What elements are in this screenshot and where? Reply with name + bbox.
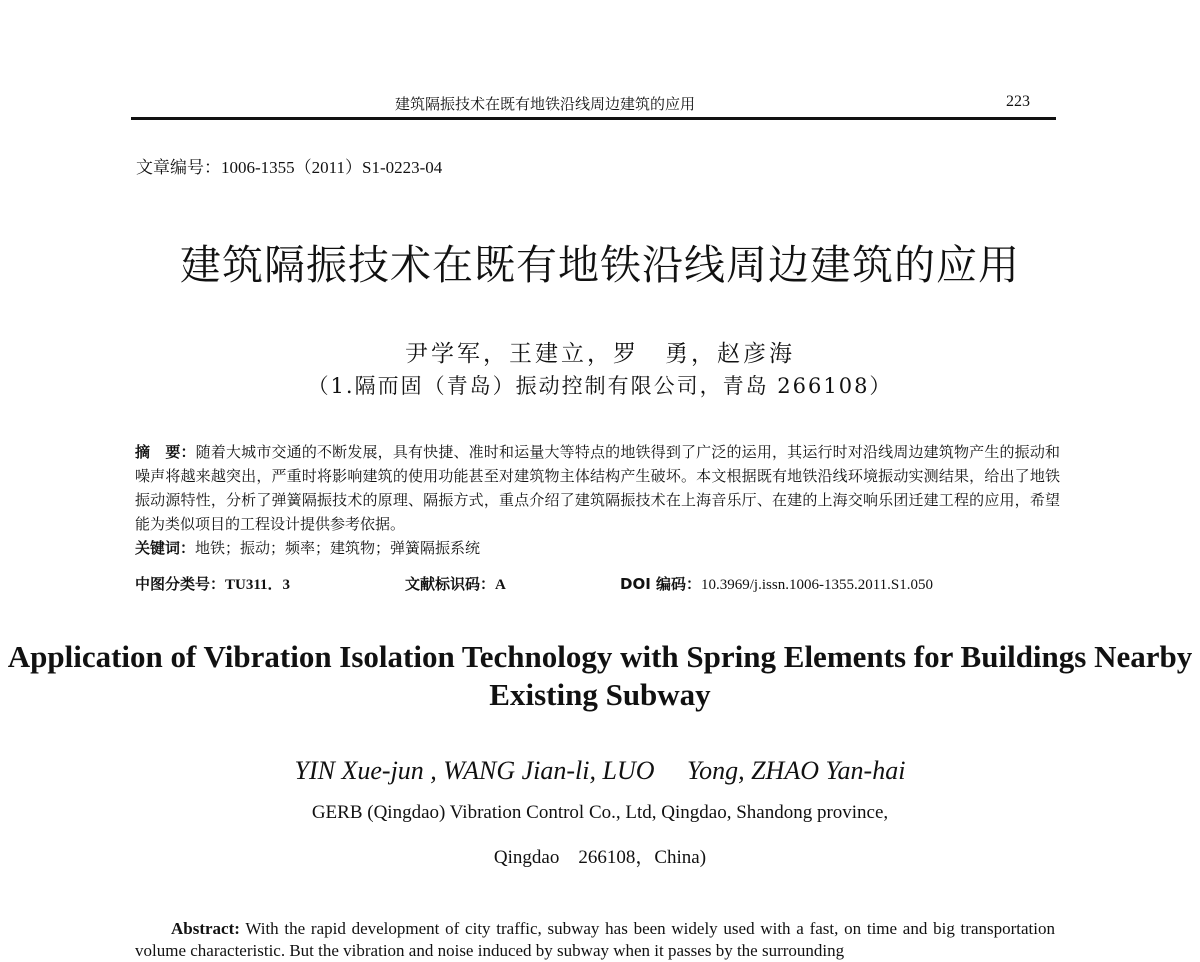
chinese-abstract-block bbox=[135, 440, 1060, 560]
chinese-title: 建筑隔振技术在既有地铁沿线周边建筑的应用 bbox=[180, 241, 1020, 289]
page-number: 223 bbox=[1006, 93, 1030, 110]
english-abstract bbox=[135, 918, 1055, 962]
chinese-abstract-label: 摘 要： bbox=[135, 443, 196, 461]
doi-label: DOI 编码： bbox=[620, 575, 702, 593]
chinese-authors: 尹学军，王建立，罗 勇，赵彦海 bbox=[405, 341, 795, 367]
header-rule bbox=[131, 117, 1056, 120]
clc-label: 中图分类号： bbox=[135, 575, 226, 593]
article-number-value: 1006-1355（2011）S1-0223-04 bbox=[221, 158, 443, 177]
english-abstract-text: With the rapid development of city traffic, subway has been widely used with a fast, on time and big transportation volume characteristic. But the vibration and noise induced by subway when it passes by the surrounding bbox=[135, 919, 1055, 960]
document-code-value: A bbox=[495, 577, 506, 593]
chinese-abstract bbox=[135, 440, 1060, 536]
document-code-label: 文献标识码： bbox=[405, 575, 496, 593]
keywords-label: 关键词： bbox=[135, 539, 196, 557]
chinese-affiliation: （1.隔而固（青岛）振动控制有限公司，青岛 266108） bbox=[307, 374, 893, 398]
english-title: Application of Vibration Isolation Technology with Spring Elements for Buildings Nearby Existing Subway bbox=[7, 639, 1193, 712]
english-abstract-label: Abstract: bbox=[171, 919, 240, 938]
doi bbox=[620, 573, 933, 594]
doi-value: 10.3969/j.issn.1006-1355.2011.S1.050 bbox=[701, 577, 933, 593]
keywords bbox=[135, 536, 1060, 560]
clc-value: TU311．3 bbox=[225, 577, 291, 593]
chinese-abstract-text: 随着大城市交通的不断发展，具有快捷、准时和运量大等特点的地铁得到了广泛的运用，其运行时对沿线周边建筑物产生的振动和噪声将越来越突出，严重时将影响建筑的使用功能甚至对建筑物主体结构产生破坏。本文根据既有地铁沿线环境振动实测结果，给出了地铁振动源特性，分析了弹簧隔振技术的原理、隔振方式，重点介绍了建筑隔振技术在上海音乐厅、在建的上海交响乐团迁建工程的应用，希望能为类似项目的工程设计提供参考依据。 bbox=[135, 443, 1060, 533]
english-affiliation-line-1: GERB (Qingdao) Vibration Control Co., Ltd, Qingdao, Shandong province, bbox=[311, 802, 889, 823]
article-number bbox=[136, 153, 442, 178]
english-authors: YIN Xue-jun , WANG Jian-li, LUO Yong, ZHAO Yan-hai bbox=[294, 756, 906, 785]
clc-number bbox=[135, 573, 290, 594]
running-title: 建筑隔振技术在既有地铁沿线周边建筑的应用 bbox=[395, 95, 696, 113]
document-code bbox=[405, 573, 506, 594]
english-affiliation-line-2: Qingdao 266108，China) bbox=[493, 847, 707, 868]
article-number-label: 文章编号： bbox=[136, 158, 221, 178]
keywords-text: 地铁；振动；频率；建筑物；弹簧隔振系统 bbox=[195, 539, 481, 557]
